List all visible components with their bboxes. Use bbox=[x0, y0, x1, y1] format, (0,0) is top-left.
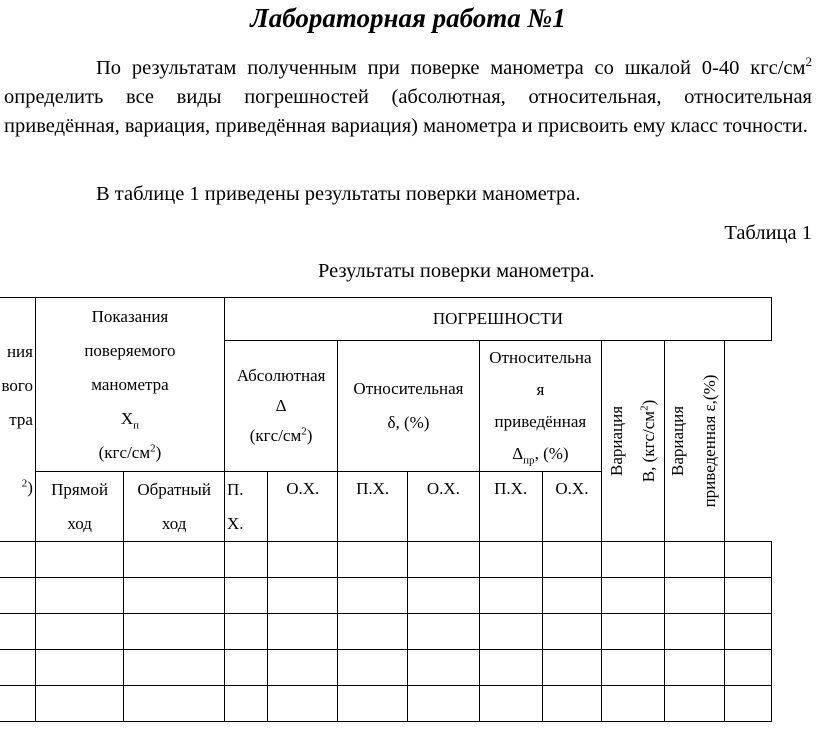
subheader-abs-ox: О.Х. bbox=[268, 472, 338, 542]
header-relative-error: Относительная δ, (%) bbox=[338, 341, 479, 472]
header-reduced-error: Относительна я приведённая $\Delta_{пр}$, (%) bbox=[479, 341, 602, 472]
header-errors: ПОГРЕШНОСТИ bbox=[224, 298, 771, 341]
page-title: Лабораторная работа №1 bbox=[250, 3, 566, 33]
subheader-abs-px: П. Х. bbox=[224, 472, 267, 542]
header-variation: Вариация В, $(кгс/см^2)$ bbox=[602, 341, 665, 542]
subheader-red-ox: О.Х. bbox=[542, 472, 601, 542]
table-intro-paragraph: В таблице 1 приведены результаты поверки манометра. bbox=[96, 183, 581, 205]
subheader-rel-px: П.Х. bbox=[338, 472, 408, 542]
table-caption: Результаты поверки манометра. bbox=[318, 260, 595, 282]
header-left-clipped: ния вого тра $^2$) bbox=[0, 298, 35, 542]
header-reduced-variation: Вариация приведенная ε,(%) bbox=[664, 341, 724, 542]
header-readings: Показания поверяемого манометра $Х_п$ $(кгс/см^2)$ bbox=[35, 298, 224, 472]
header-absolute-error: Абсолютная Δ $(кгс/см^2)$ bbox=[224, 341, 337, 472]
table-row bbox=[0, 578, 772, 614]
subheader-forward: Прямой ход bbox=[35, 472, 123, 542]
results-table bbox=[0, 297, 772, 722]
task-text-part1: По результатам полученным при поверке манометра со шкалой 0-40 кгс/см bbox=[96, 57, 806, 79]
subheader-rel-ox: О.Х. bbox=[408, 472, 480, 542]
subheader-backward: Обратный ход bbox=[124, 472, 225, 542]
table-row bbox=[0, 614, 772, 650]
task-text-sup: 2 bbox=[805, 54, 812, 70]
table-row bbox=[0, 650, 772, 686]
task-text-part2: определить все виды погрешностей (абсолютная, относительная, относительная приведённая, вариация, приведённая вариация) манометра и присвоить ему класс точности. bbox=[4, 86, 812, 137]
subheader-red-px: П.Х. bbox=[479, 472, 542, 542]
table-row bbox=[0, 542, 772, 578]
table-number-label: Таблица 1 bbox=[724, 222, 812, 244]
task-paragraph bbox=[4, 54, 812, 141]
table-row bbox=[0, 686, 772, 722]
